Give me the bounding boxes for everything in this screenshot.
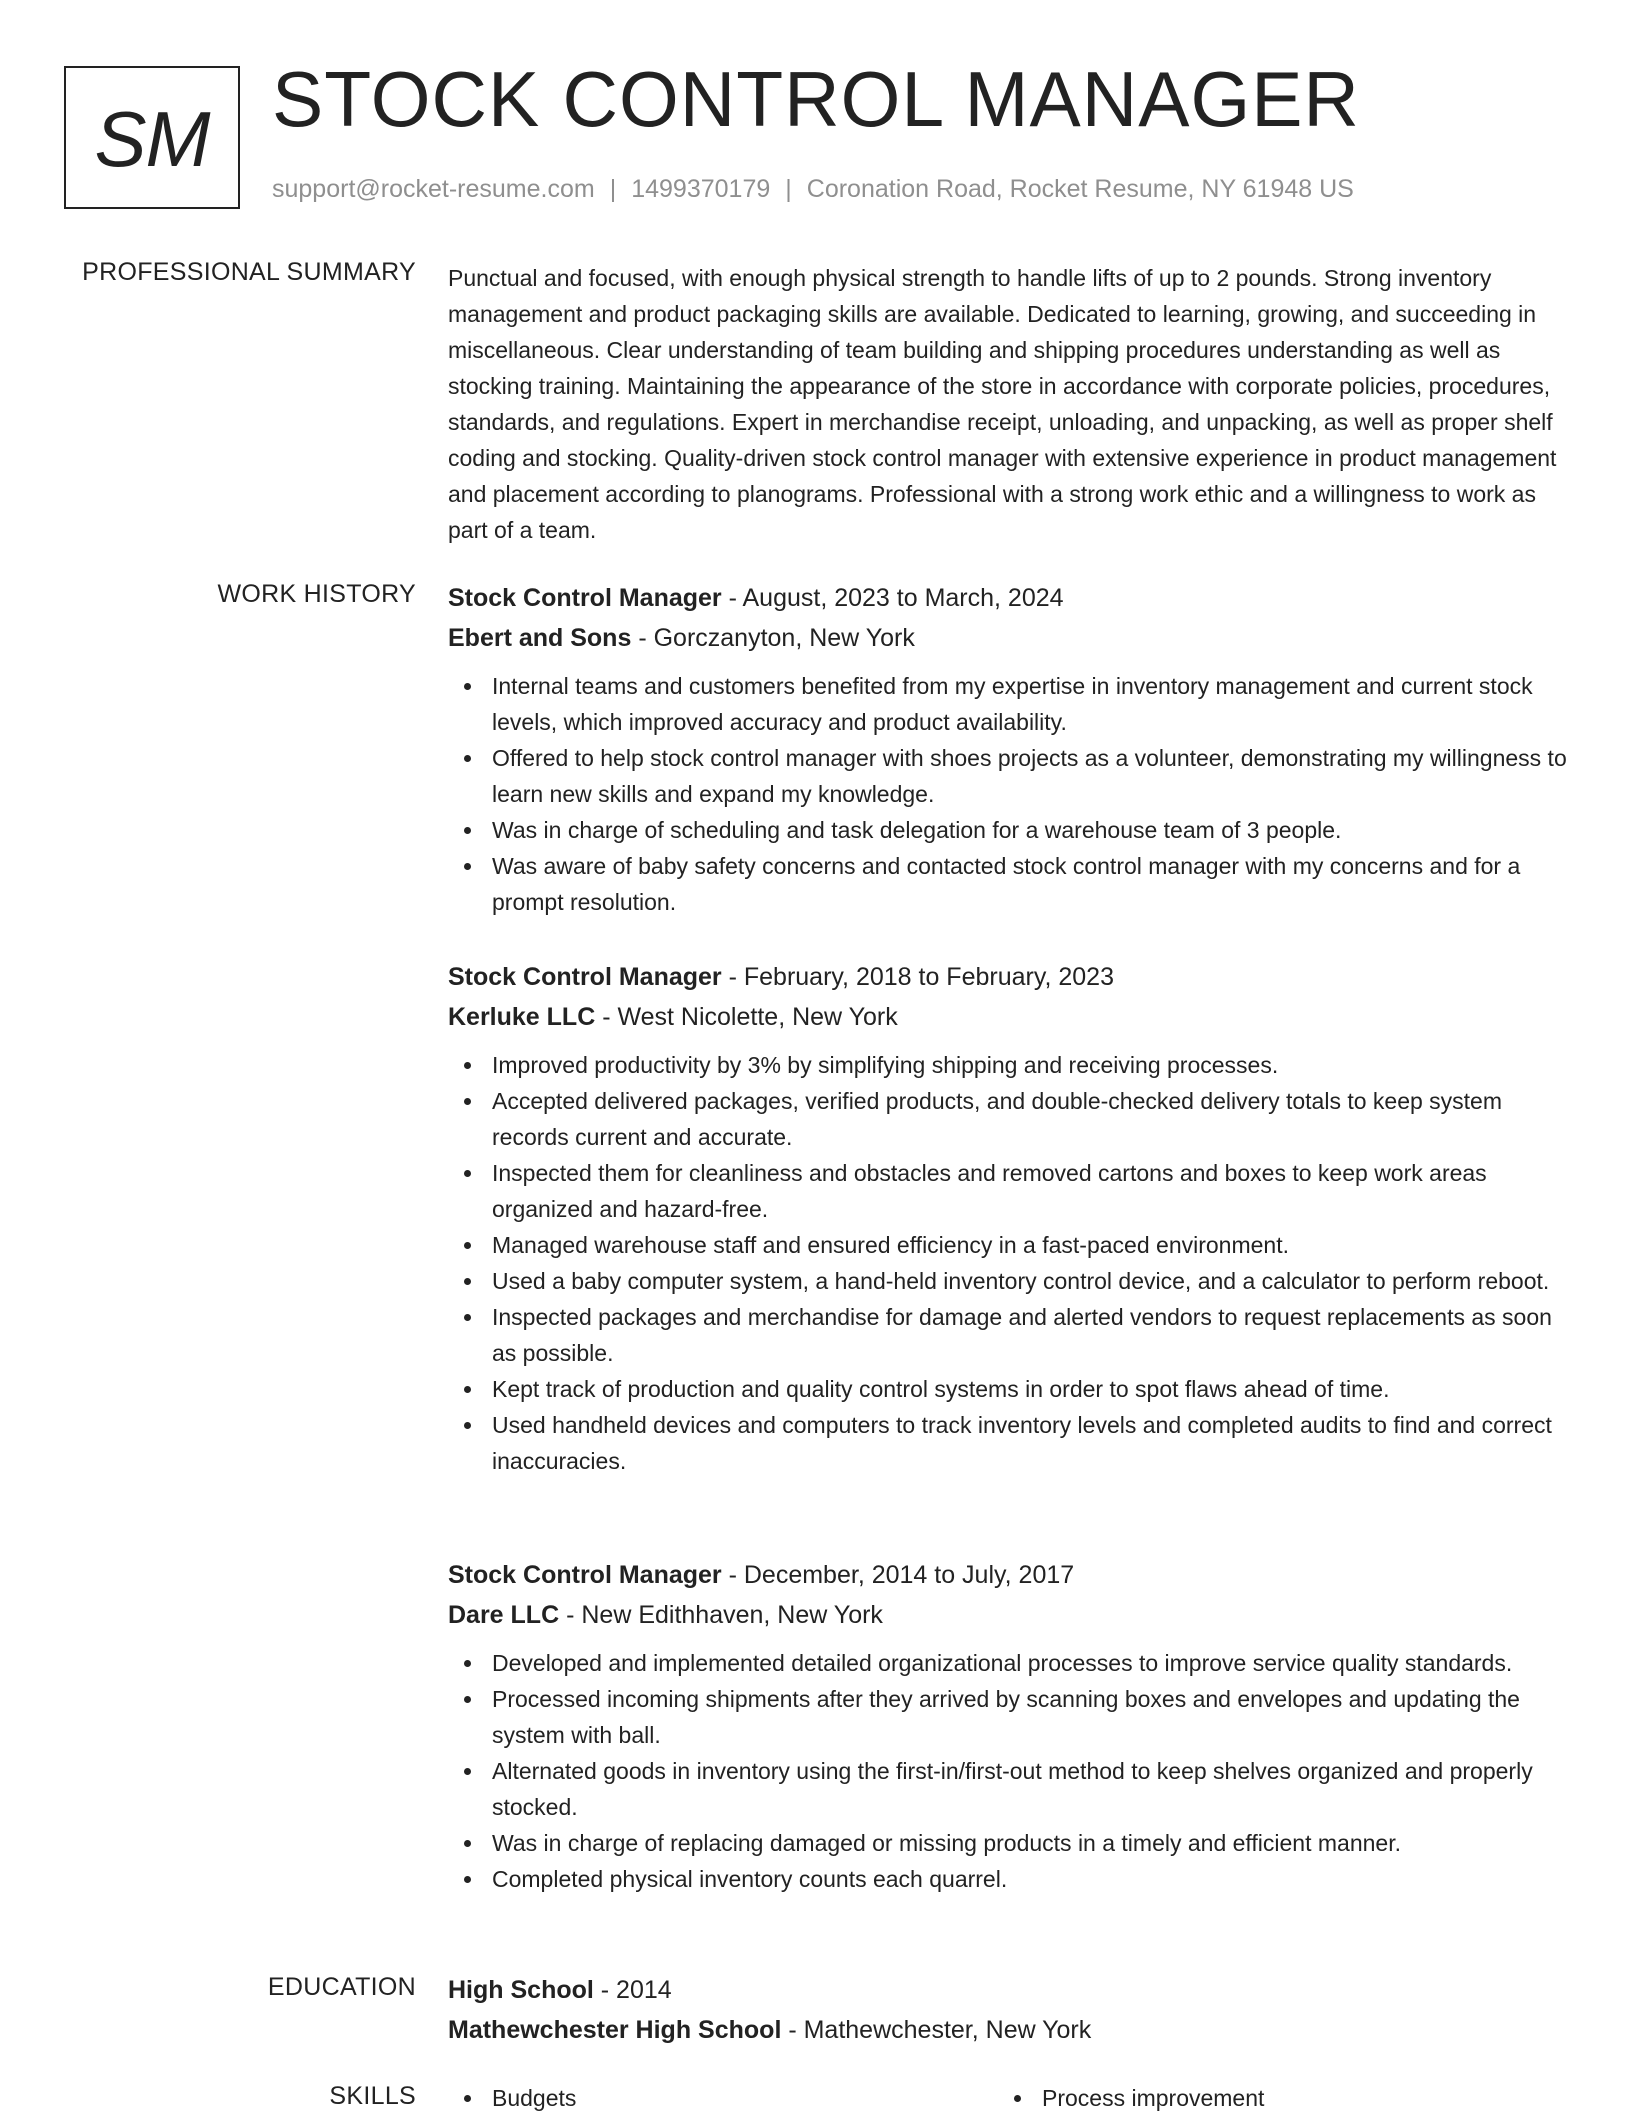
list-item: Developed and implemented detailed organizational processes to improve service quality standards. [448,1645,1568,1681]
list-item: Alternated goods in inventory using the first-in/first-out method to keep shelves organized and properly stocked. [448,1753,1568,1825]
list-item: Used a baby computer system, a hand-held inventory control device, and a calculator to perform reboot. [448,1263,1568,1299]
job-title: Stock Control Manager [448,1561,722,1589]
job-location: - West Nicolette, New York [595,1003,898,1031]
contact-email[interactable]: support@rocket-resume.com [272,175,595,203]
education-entry [448,1970,1568,2050]
education-degree: High School [448,1976,594,2004]
job-bullets [448,1047,1568,1479]
job-dates: - December, 2014 to July, 2017 [721,1561,1075,1589]
list-item: Processed incoming shipments after they arrived by scanning boxes and envelopes and updating the system with ball. [448,1681,1568,1753]
list-item: Internal teams and customers benefited from my expertise in inventory management and current stock levels, which improved accuracy and product availability. [448,668,1568,740]
list-item: Completed physical inventory counts each quarrel. [448,1861,1568,1897]
list-item: Improved productivity by 3% by simplifying shipping and receiving processes. [448,1047,1568,1083]
monogram-box [64,66,240,209]
skills-list [448,2080,1568,2112]
list-item: Inspected them for cleanliness and obstacles and removed cartons and boxes to keep work areas organized and hazard-free. [448,1155,1568,1227]
education-school: Mathewchester High School [448,2016,782,2044]
list-item: Offered to help stock control manager with shoes projects as a volunteer, demonstrating my willingness to learn new skills and expand my knowledge. [448,740,1568,812]
job-title: Stock Control Manager [448,584,722,612]
page-title: STOCK CONTROL MANAGER [272,55,1360,143]
education-location: - Mathewchester, New York [781,2016,1092,2044]
job-location: - New Edithhaven, New York [559,1601,883,1629]
list-item: Accepted delivered packages, verified products, and double-checked delivery totals to keep system records current and accurate. [448,1083,1568,1155]
contact-address: Coronation Road, Rocket Resume, NY 61948 US [806,175,1354,203]
job-bullets [448,1645,1568,1897]
job-entry [448,1555,1568,1897]
job-dates: - February, 2018 to February, 2023 [721,963,1114,991]
list-item: Inspected packages and merchandise for damage and alerted vendors to request replacements as soon as possible. [448,1299,1568,1371]
list-item: Used handheld devices and computers to track inventory levels and completed audits to find and correct inaccuracies. [448,1407,1568,1479]
job-company-line [448,997,1568,1037]
skill-item: Process improvement [998,2080,1548,2112]
job-title-line [448,957,1568,997]
education-school-line [448,2010,1568,2050]
skills-column-left [448,2080,998,2112]
job-location: - Gorczanyton, New York [631,624,915,652]
section-label-skills: SKILLS [329,2082,416,2110]
section-label-summary: PROFESSIONAL SUMMARY [82,258,416,286]
education-year: - 2014 [593,1976,672,2004]
list-item: Was aware of baby safety concerns and contacted stock control manager with my concerns and for a prompt resolution. [448,848,1568,920]
job-company: Kerluke LLC [448,1003,596,1031]
monogram-initials: SM [94,95,210,183]
section-label-work: WORK HISTORY [217,580,416,608]
list-item: Managed warehouse staff and ensured efficiency in a fast-paced environment. [448,1227,1568,1263]
job-entry [448,578,1568,920]
contact-separator: | [785,175,792,203]
skill-item: Budgets [448,2080,998,2112]
job-dates: - August, 2023 to March, 2024 [721,584,1064,612]
contact-separator: | [609,175,617,203]
section-label-education: EDUCATION [267,1973,416,2001]
job-company-line [448,1595,1568,1635]
job-company: Dare LLC [448,1601,560,1629]
job-title: Stock Control Manager [448,963,722,991]
job-company: Ebert and Sons [448,624,632,652]
job-entry [448,957,1568,1479]
education-degree-line [448,1970,1568,2010]
job-title-line [448,1555,1568,1595]
job-company-line [448,618,1568,658]
contact-line [272,175,1354,204]
list-item: Was in charge of scheduling and task delegation for a warehouse team of 3 people. [448,812,1568,848]
job-bullets [448,668,1568,920]
skills-column-right [998,2080,1548,2112]
list-item: Was in charge of replacing damaged or missing products in a timely and efficient manner. [448,1825,1568,1861]
summary-text: Punctual and focused, with enough physical strength to handle lifts of up to 2 pounds. Strong inventory management and product packaging skills are available. Dedicated to learning, growing, and succeeding in miscellaneous. Clear understanding of team building and shipping procedures understanding as well as stocking training. Maintaining the appearance of the store in accordance with corporate policies, procedures, standards, and regulations. Expert in merchandise receipt, unloading, and unpacking, as well as proper shelf coding and stocking. Quality-driven stock control manager with extensive experience in product management and placement according to planograms. Professional with a strong work ethic and a willingness to work as part of a team. [448,265,1557,543]
contact-phone: 1499370179 [631,175,771,203]
list-item: Kept track of production and quality control systems in order to spot flaws ahead of time. [448,1371,1568,1407]
job-title-line [448,578,1568,618]
